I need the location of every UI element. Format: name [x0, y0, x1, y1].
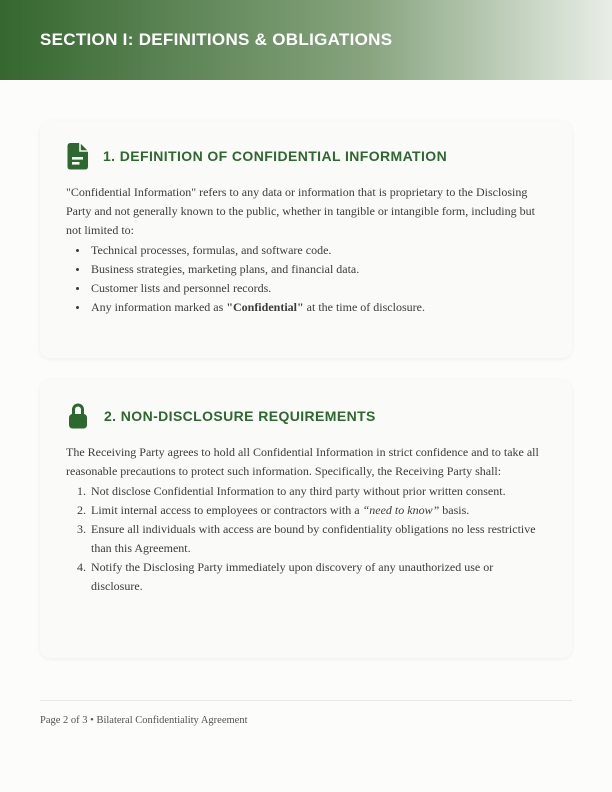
page-footer: [0, 700, 612, 726]
bullet-list: [66, 241, 546, 317]
list-item: 3. Ensure all individuals with access are bound by confidentiality obligations no less restrictive than this Agreement.: [89, 520, 546, 558]
card-heading: 1. DEFINITION OF CONFIDENTIAL INFORMATION: [103, 148, 448, 164]
section-title: SECTION I: DEFINITIONS & OBLIGATIONS: [40, 30, 393, 49]
list-item: 4. Notify the Disclosing Party immediately upon discovery of any unauthorized use or disclosure.: [89, 558, 546, 596]
card-heading: 2. NON-DISCLOSURE REQUIREMENTS: [104, 407, 376, 424]
lock-icon: [66, 401, 90, 430]
list-item: 1. Not disclose Confidential Information to any third party without prior written consent.: [89, 482, 546, 501]
list-item: • Any information marked as "Confidential" at the time of disclosure.: [89, 298, 546, 317]
footer-page-info: Page 2 of 3 • Bilateral Confidentiality Agreement: [40, 715, 248, 726]
list-item: 2. Limit internal access to employees or contractors with a “need to know” basis.: [89, 501, 546, 520]
footer-divider: [40, 700, 572, 701]
page-content: [0, 121, 612, 658]
section-header-band: [0, 0, 612, 80]
list-item: • Technical processes, formulas, and software code.: [89, 241, 546, 260]
card-non-disclosure-requirements: [40, 380, 572, 658]
card-intro: The Receiving Party agrees to hold all Confidential Information in strict confidence and to take all reasonable precautions to protect such information. Specifically, the Receiving Party shall:: [66, 445, 539, 478]
card-intro: "Confidential Information" refers to any data or information that is proprietary to the Disclosing Party and not generally known to the public, whether in tangible or intangible form, including but not limited to:: [66, 185, 535, 237]
list-item: • Business strategies, marketing plans, and financial data.: [89, 260, 546, 279]
document-icon: [66, 142, 89, 170]
numbered-list: [66, 482, 546, 596]
card-head: [66, 401, 546, 430]
card-definition-of-confidential-information: [40, 121, 572, 358]
card-head: [66, 142, 546, 170]
list-item: • Customer lists and personnel records.: [89, 279, 546, 298]
